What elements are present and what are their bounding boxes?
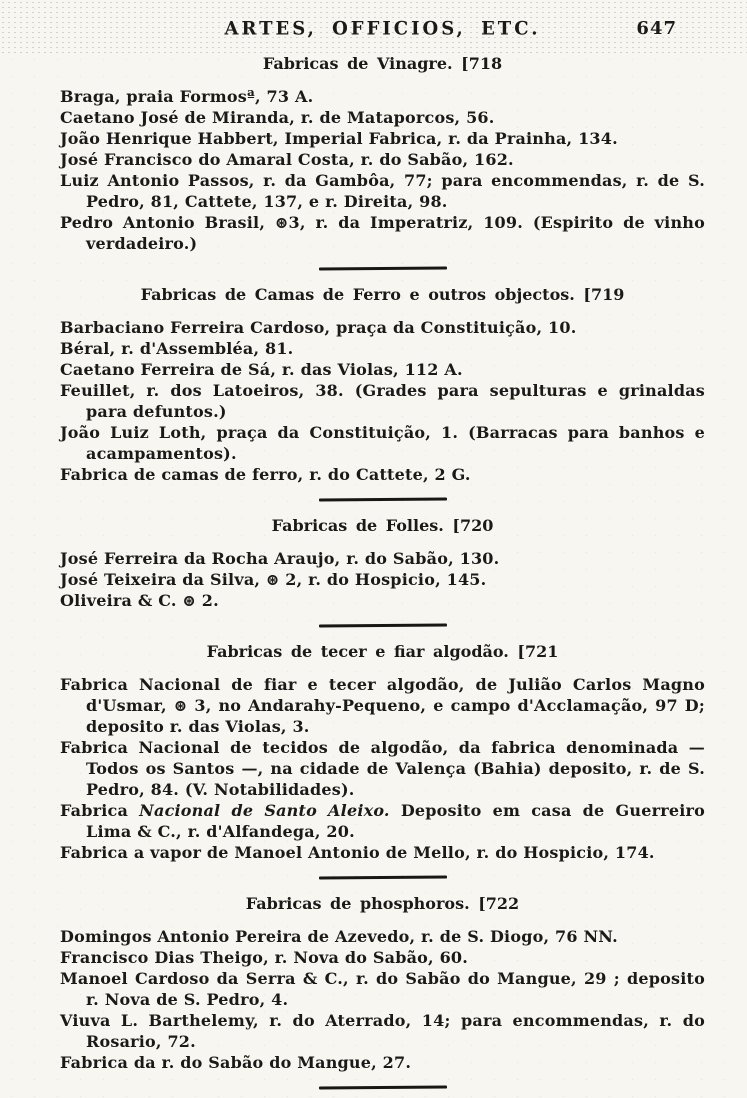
section-ref: [718: [461, 54, 503, 73]
section-title-text: Fabricas de Camas de Ferro e outros objectos.: [140, 285, 575, 304]
directory-entry: [60, 1052, 705, 1073]
directory-section: [60, 516, 705, 627]
entry-text: Luiz Antonio Passos, r. da Gambôa, 77; para encommendas, r. de S. Pedro, 81, Cattete, 137, e r. Direita, 98.: [60, 171, 705, 211]
directory-section: [60, 54, 705, 270]
directory-entry: [60, 926, 705, 947]
directory-entry: [60, 842, 705, 863]
entry-text: Oliveira & C. ⊛ 2.: [60, 591, 219, 610]
entry-text: Braga, praia Formosª, 73 A.: [60, 87, 314, 106]
directory-section: [60, 894, 705, 1089]
directory-entry: [60, 569, 705, 590]
directory-entry: [60, 380, 705, 422]
page-number: 647: [636, 18, 677, 39]
section-ref: [722: [478, 894, 520, 913]
section-ref: [720: [452, 516, 494, 535]
entry-text: Fabrica da r. do Sabão do Mangue, 27.: [60, 1053, 412, 1072]
section-divider: [318, 624, 446, 628]
entry-text: Béral, r. d'Assembléa, 81.: [60, 339, 294, 358]
directory-entry: [60, 338, 705, 359]
sections-container: [60, 54, 705, 1089]
directory-entry: [60, 464, 705, 485]
section-entries: [60, 926, 705, 1073]
directory-entry: [60, 590, 705, 611]
directory-section: [60, 285, 705, 501]
entry-text: Fabrica de camas de ferro, r. do Cattete, 2 G.: [60, 465, 471, 484]
section-title-text: Fabricas de phosphoros.: [245, 894, 470, 913]
section-entries: [60, 317, 705, 485]
section-entries: [60, 548, 705, 611]
entry-text: Domingos Antonio Pereira de Azevedo, r. de S. Diogo, 76 NN.: [60, 927, 618, 946]
entry-text: Caetano José de Miranda, r. de Mataporcos, 56.: [60, 108, 495, 127]
section-divider: [318, 1086, 446, 1090]
running-header-title: ARTES, OFFICIOS, ETC.: [224, 17, 541, 40]
directory-entry: [60, 128, 705, 149]
entry-text: Feuillet, r. dos Latoeiros, 38. (Grades para sepulturas e grinaldas para defuntos.): [60, 381, 705, 421]
entry-text: Pedro Antonio Brasil, ⊛3, r. da Imperatriz, 109. (Espirito de vinho verdadeiro.): [60, 213, 705, 253]
entry-text-italic: Nacional de Santo Aleixo.: [139, 801, 390, 820]
directory-entry: [60, 212, 705, 254]
running-header: [60, 18, 705, 39]
directory-entry: [60, 359, 705, 380]
section-title: [60, 642, 705, 661]
directory-section: [60, 642, 705, 879]
section-title: [60, 285, 705, 304]
entry-text: Fabrica Nacional de fiar e tecer algodão, de Julião Carlos Magno d'Usmar, ⊛ 3, no Andarahy-Pequeno, e campo d'Acclamação, 97 D; deposito r. das Violas, 3.: [60, 675, 705, 736]
section-title-text: Fabricas de Vinagre.: [262, 54, 453, 73]
entry-text: Fabrica Nacional de tecidos de algodão, da fabrica denominada — Todos os Santos —, na cidade de Valença (Bahia) deposito, r. de S. Pedro, 84. (V. Notabilidades).: [60, 738, 705, 799]
section-divider: [318, 498, 446, 502]
section-title: [60, 894, 705, 913]
entry-text: Fabrica: [60, 801, 140, 820]
entry-text: João Luiz Loth, praça da Constituição, 1. (Barracas para banhos e acampamentos).: [60, 423, 705, 463]
section-divider: [318, 267, 446, 271]
directory-entry: [60, 317, 705, 338]
directory-entry: [60, 548, 705, 569]
section-divider: [318, 876, 446, 880]
entry-text: Caetano Ferreira de Sá, r. das Violas, 112 A.: [60, 360, 463, 379]
section-title: [60, 516, 705, 535]
section-entries: [60, 86, 705, 254]
entry-text: Viuva L. Barthelemy, r. do Aterrado, 14; para encommendas, r. do Rosario, 72.: [60, 1011, 705, 1051]
directory-entry: [60, 947, 705, 968]
entry-text: Manoel Cardoso da Serra & C., r. do Sabão do Mangue, 29 ; deposito r. Nova de S. Pedro, 4.: [60, 969, 705, 1009]
directory-entry: [60, 149, 705, 170]
directory-entry: [60, 968, 705, 1010]
directory-entry: [60, 86, 705, 107]
section-title: [60, 54, 705, 73]
entry-text: José Teixeira da Silva, ⊛ 2, r. do Hospicio, 145.: [60, 570, 487, 589]
entry-text: José Ferreira da Rocha Araujo, r. do Sabão, 130.: [60, 549, 500, 568]
directory-entry: [60, 170, 705, 212]
directory-entry: [60, 674, 705, 737]
section-title-text: Fabricas de tecer e fiar algodão.: [206, 642, 509, 661]
entry-text: Francisco Dias Theigo, r. Nova do Sabão, 60.: [60, 948, 469, 967]
section-title-text: Fabricas de Folles.: [271, 516, 444, 535]
entry-text: Barbaciano Ferreira Cardoso, praça da Constituição, 10.: [60, 318, 577, 337]
directory-entry: [60, 737, 705, 800]
section-entries: [60, 674, 705, 863]
entry-text: Deposito em casa de Guerreiro Lima & C., r. d'Alfandega, 20.: [86, 801, 705, 841]
directory-entry: [60, 1010, 705, 1052]
directory-entry: [60, 107, 705, 128]
directory-entry: [60, 422, 705, 464]
entry-text: Fabrica a vapor de Manoel Antonio de Mello, r. do Hospicio, 174.: [60, 843, 655, 862]
section-ref: [719: [583, 285, 625, 304]
entry-text: José Francisco do Amaral Costa, r. do Sabão, 162.: [60, 150, 514, 169]
entry-text: João Henrique Habbert, Imperial Fabrica, r. da Prainha, 134.: [60, 129, 618, 148]
section-ref: [721: [517, 642, 559, 661]
directory-entry: [60, 800, 705, 842]
